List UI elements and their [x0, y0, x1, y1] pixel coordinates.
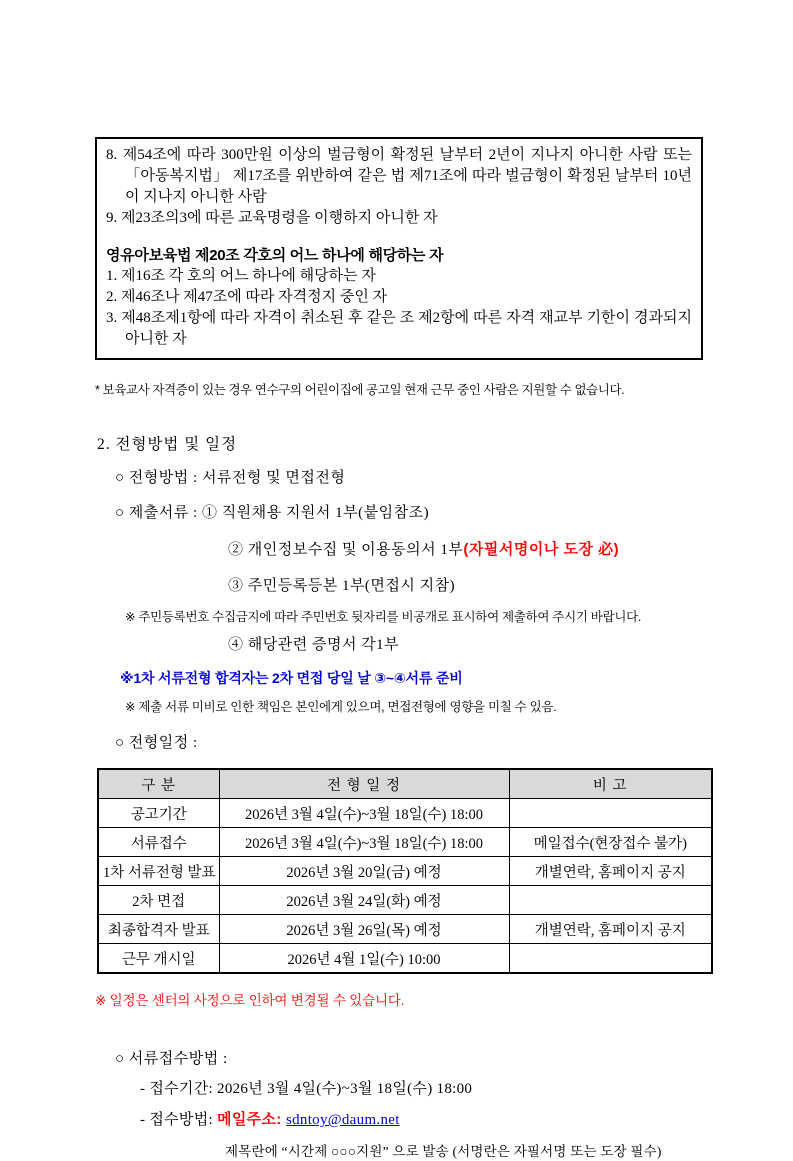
cell-remarks [509, 886, 712, 915]
cell-schedule: 2026년 3월 4일(수)~3월 18일(수) 18:00 [219, 828, 509, 857]
law-item-8 [106, 145, 692, 208]
table-row [98, 799, 712, 828]
law-item-text: 제16조 각 호의 어느 하나에 해당하는 자 [121, 268, 376, 284]
cell-schedule: 2026년 3월 20일(금) 예정 [219, 857, 509, 886]
table-row [98, 828, 712, 857]
doc-item-3: ③ 주민등록등본 1부(면접시 지참) [228, 578, 456, 594]
cell-schedule: 2026년 3월 4일(수)~3월 18일(수) 18:00 [219, 799, 509, 828]
column-header-remarks: 비 고 [509, 769, 712, 799]
receipt-method-line [140, 1109, 711, 1131]
cell-remarks [509, 799, 712, 828]
cell-category: 근무 개시일 [98, 944, 219, 974]
receipt-method-prefix: - 접수방법: [140, 1112, 218, 1128]
cell-category: 2차 면접 [98, 886, 219, 915]
law-item-number: 3. [106, 310, 118, 326]
doc-item-2 [228, 539, 711, 561]
selection-method-line: ○ 전형방법 : 서류전형 및 면접전형 [115, 470, 346, 486]
selection-schedule-table [97, 768, 713, 974]
required-docs-line: ○ 제출서류 : ① 직원채용 지원서 1부(붙임참조) [115, 505, 430, 521]
cell-remarks: 개별연락, 홈페이지 공지 [509, 915, 712, 944]
doc-item-2-red-emphasis: (자필서명이나 도장 必) [463, 541, 620, 558]
law-item-text: 제48조제1항에 따라 자격이 취소된 후 같은 조 제2항에 따른 자격 재교부 기한이 경과되지 아니한 자 [121, 310, 693, 347]
table-row [98, 915, 712, 944]
first-pass-blue-notice: ※1차 서류전형 합격자는 2차 면접 당일 날 ③~④서류 준비 [120, 670, 463, 686]
cell-category: 서류접수 [98, 828, 219, 857]
privacy-note: ※ 주민등록번호 수집금지에 따라 주민번호 뒷자리를 비공개로 표시하여 제출하여 주시기 바랍니다. [125, 610, 642, 624]
cell-remarks: 개별연락, 홈페이지 공지 [509, 857, 712, 886]
law-item-text: 제54조에 따라 300만원 이상의 벌금형이 확정된 날부터 2년이 지나지 아니한 사람 또는 「아동복지법」 제17조를 위반하여 같은 법 제71조에 따라 벌금형이 확정된 날부터 10년이 지나지 아니한 사람 [122, 147, 693, 205]
page-content [95, 137, 711, 1161]
cell-schedule: 2026년 4월 1일(수) 10:00 [219, 944, 509, 974]
table-header-row [98, 769, 712, 799]
schedule-change-red-note: ※ 일정은 센터의 사정으로 인하여 변경될 수 있습니다. [95, 993, 405, 1008]
receipt-period-line: - 접수기간: 2026년 3월 4일(수)~3월 18일(수) 18:00 [140, 1081, 473, 1097]
law-item-1 [106, 266, 692, 287]
cell-remarks [509, 944, 712, 974]
law-item-number: 9. [106, 210, 118, 226]
email-link[interactable]: sdntoy@daum.net [285, 1112, 400, 1128]
cell-category: 최종합격자 발표 [98, 915, 219, 944]
law-item-text: 제23조의3에 따른 교육명령을 이행하지 아니한 자 [121, 210, 438, 226]
law-item-3 [106, 308, 692, 350]
law-box-heading: 영유아보육법 제20조 각호의 어느 하나에 해당하는 자 [106, 247, 444, 264]
law-item-number: 1. [106, 268, 118, 284]
cell-schedule: 2026년 3월 24일(화) 예정 [219, 886, 509, 915]
cell-remarks: 메일접수(현장접수 불가) [509, 828, 712, 857]
table-row [98, 886, 712, 915]
section-2-title: 2. 전형방법 및 일정 [97, 436, 238, 453]
doc-item-4: ④ 해당관련 증명서 각1부 [228, 637, 400, 653]
receipt-method-title: ○ 서류접수방법 : [115, 1051, 228, 1067]
law-item-text: 제46조나 제47조에 따라 자격정지 중인 자 [121, 289, 388, 305]
table-row [98, 944, 712, 974]
spacer [106, 229, 692, 245]
qualification-footnote: * 보육교사 자격증이 있는 경우 연수구의 어린이집에 공고일 현재 근무 중인 사람은 지원할 수 없습니다. [95, 383, 625, 397]
column-header-category: 구 분 [98, 769, 219, 799]
law-exclusion-box [95, 137, 703, 360]
schedule-line-label: ○ 전형일정 : [115, 735, 198, 751]
law-item-number: 8. [106, 147, 118, 163]
cell-category: 공고기간 [98, 799, 219, 828]
law-item-9 [106, 208, 692, 229]
law-item-number: 2. [106, 289, 118, 305]
doc-item-2-text: ② 개인정보수집 및 이용동의서 1부 [228, 542, 464, 558]
cell-schedule: 2026년 3월 26일(목) 예정 [219, 915, 509, 944]
missing-docs-note: ※ 제출 서류 미비로 인한 책임은 본인에게 있으며, 면접전형에 영향을 미칠 수 있음. [125, 700, 557, 714]
table-row [98, 857, 712, 886]
email-subject-instruction: 제목란에 “시간제 ○○○지원” 으로 발송 (서명란은 자필서명 또는 도장 필수) [225, 1144, 662, 1159]
email-address-label: 메일주소: [217, 1111, 286, 1128]
column-header-schedule: 전 형 일 정 [219, 769, 509, 799]
cell-category: 1차 서류전형 발표 [98, 857, 219, 886]
law-item-2 [106, 287, 692, 308]
